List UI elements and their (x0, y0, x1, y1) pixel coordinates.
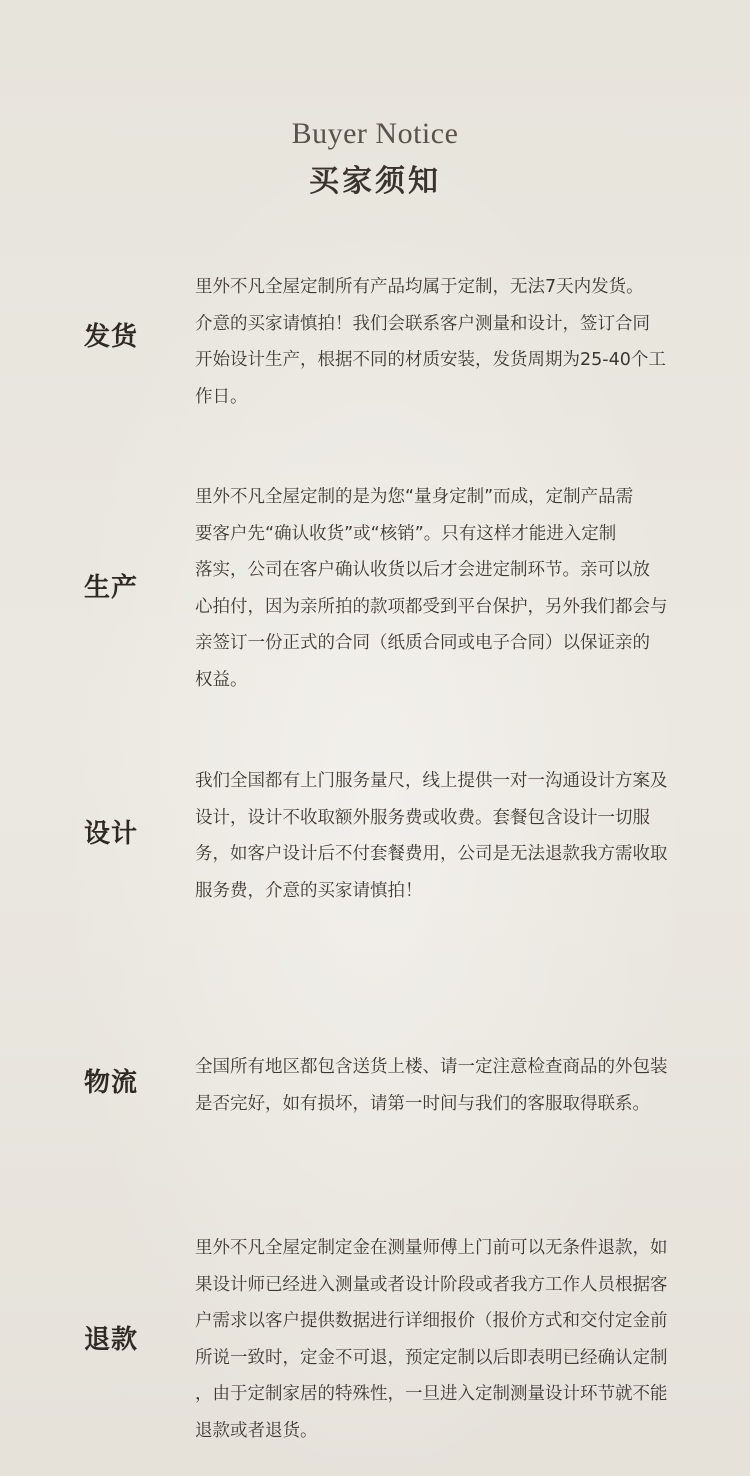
text-line: 设计，设计不收取额外服务费或收费。套餐包含设计一切服 (195, 807, 650, 828)
text-line: 里外不凡全屋定制定金在测量师傅上门前可以无条件退款，如 (195, 1238, 668, 1258)
page-title-chinese: 买家须知 (309, 164, 441, 199)
text-line: 权益。 (195, 669, 248, 690)
text-line: 务，如客户设计后不付套餐费用，公司是无法退款我方需收取 (195, 844, 668, 864)
text-line: 里外不凡全屋定制所有产品均属于定制，无法7天内发货。 (195, 277, 644, 297)
text-line: 全国所有地区都包含送货上楼、请一定注意检查商品的外包装 (195, 1057, 668, 1077)
text-line: 亲签订一份正式的合同（纸质合同或电子合同）以保证亲的 (195, 633, 650, 653)
text-line: 是否完好，如有损坏，请第一时间与我们的客服取得联系。 (195, 1093, 650, 1114)
text-line: 作日。 (195, 386, 248, 407)
section-text-shipping (195, 269, 670, 415)
section-label-shipping: 发货 (84, 322, 139, 352)
text-line: 所说一致时，定金不可退，预定定制以后即表明已经确认定制 (195, 1347, 668, 1368)
section-text-logistics (195, 1049, 670, 1122)
text-line: 退款或者退货。 (195, 1420, 318, 1441)
text-line: 开始设计生产，根据不同的材质安装，发货周期为25-40个工 (195, 350, 666, 370)
section-text-production (195, 479, 670, 698)
page-title-english: Buyer Notice (291, 117, 459, 150)
section-label-design: 设计 (84, 819, 139, 849)
text-line: ，由于定制家居的特殊性，一旦进入定制测量设计环节就不能 (195, 1384, 668, 1404)
text-line: 要客户先“确认收货”或“核销”。只有这样才能进入定制 (195, 523, 617, 544)
text-line: 落实，公司在客户确认收货以后才会进定制环节。亲可以放 (195, 560, 650, 580)
text-line: 介意的买家请慎拍！我们会联系客户测量和设计，签订合同 (195, 313, 650, 334)
section-label-refund: 退款 (84, 1325, 139, 1355)
text-line: 里外不凡全屋定制的是为您“量身定制”而成，定制产品需 (195, 487, 634, 507)
section-label-logistics: 物流 (84, 1068, 139, 1098)
section-text-refund (195, 1230, 670, 1449)
text-line: 果设计师已经进入测量或者设计阶段或者我方工作人员根据客 (195, 1274, 668, 1295)
text-line: 户需求以客户提供数据进行详细报价（报价方式和交付定金前 (195, 1311, 668, 1331)
section-label-production: 生产 (84, 573, 139, 603)
text-line: 我们全国都有上门服务量尺，线上提供一对一沟通设计方案及 (195, 771, 668, 791)
text-line: 服务费，介意的买家请慎拍！ (195, 880, 423, 901)
section-text-design (195, 763, 670, 909)
text-line: 心拍付，因为亲所拍的款项都受到平台保护，另外我们都会与 (195, 596, 668, 617)
page-header (0, 112, 750, 204)
